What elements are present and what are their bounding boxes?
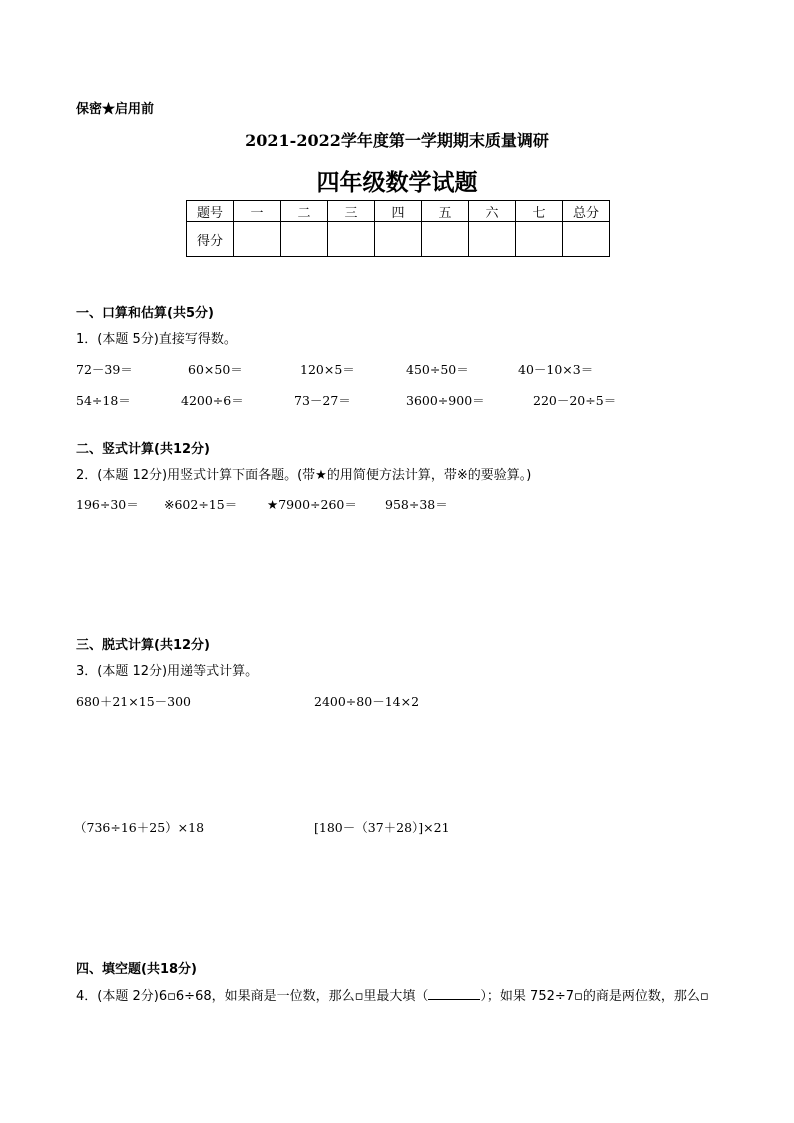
calc-item: 4200÷6＝ [181,393,244,408]
section-4-title: 四、填空题(共18分) [76,962,197,977]
score-header-cell: 五 [422,201,469,222]
score-table-header-row [187,201,610,222]
section-1-title: 一、口算和估算(共5分) [76,306,214,321]
confidential-label: 保密★启用前 [76,102,155,117]
score-header-cell: 三 [328,201,375,222]
score-header-cell: 题号 [187,201,234,222]
question-1: 1．(本题 5分)直接写得数。 [76,332,237,347]
score-cell [375,222,422,257]
score-cell [563,222,610,257]
score-cell [328,222,375,257]
step-calc-item: 2400÷80－14×2 [314,694,420,709]
calc-item: 60×50＝ [188,362,243,377]
score-header-cell: 六 [469,201,516,222]
step-calc-item: （736÷16＋25）×18 [74,820,205,835]
exam-subtitle: 四年级数学试题 [316,169,478,196]
step-calc-item: [180－（37＋28）]×21 [314,820,450,835]
score-header-cell: 总分 [563,201,610,222]
score-header-cell: 七 [516,201,563,222]
calc-item: 73－27＝ [294,393,351,408]
vertical-calc-item: ★7900÷260＝ [267,497,357,512]
question-2: 2．(本题 12分)用竖式计算下面各题。(带★的用简便方法计算，带※的要验算。) [76,468,532,483]
vertical-calc-item: 196÷30＝ [76,497,139,512]
step-calc-item: 680＋21×15－300 [76,694,192,709]
score-header-cell: 二 [281,201,328,222]
calc-item: 120×5＝ [300,362,355,377]
score-cell [422,222,469,257]
calc-item: 450÷50＝ [406,362,469,377]
section-2-title: 二、竖式计算(共12分) [76,442,210,457]
vertical-calc-item: 958÷38＝ [385,497,448,512]
question-3: 3．(本题 12分)用递等式计算。 [76,664,259,679]
section-3-title: 三、脱式计算(共12分) [76,638,210,653]
score-cell [234,222,281,257]
exam-title: 2021-2022学年度第一学期期末质量调研 [245,131,549,150]
vertical-calc-item: ※602÷15＝ [164,497,238,512]
score-table-score-row [187,222,610,257]
score-cell [469,222,516,257]
question-4-part2: ）；如果 752÷7▫的商是两位数，那么▫ [480,989,709,1004]
calc-item: 54÷18＝ [76,393,131,408]
calc-item: 220－20÷5＝ [533,393,617,408]
calc-item: 72－39＝ [76,362,133,377]
calc-item: 3600÷900＝ [406,393,485,408]
score-row-label: 得分 [187,222,234,257]
score-cell [281,222,328,257]
calc-item: 40－10×3＝ [518,362,594,377]
score-cell [516,222,563,257]
answer-blank[interactable] [428,987,480,1000]
score-table [186,200,610,257]
score-header-cell: 一 [234,201,281,222]
question-4-part1: 4．(本题 2分)6▫6÷68，如果商是一位数，那么▫里最大填（ [76,989,429,1004]
question-4 [76,985,709,1004]
score-header-cell: 四 [375,201,422,222]
